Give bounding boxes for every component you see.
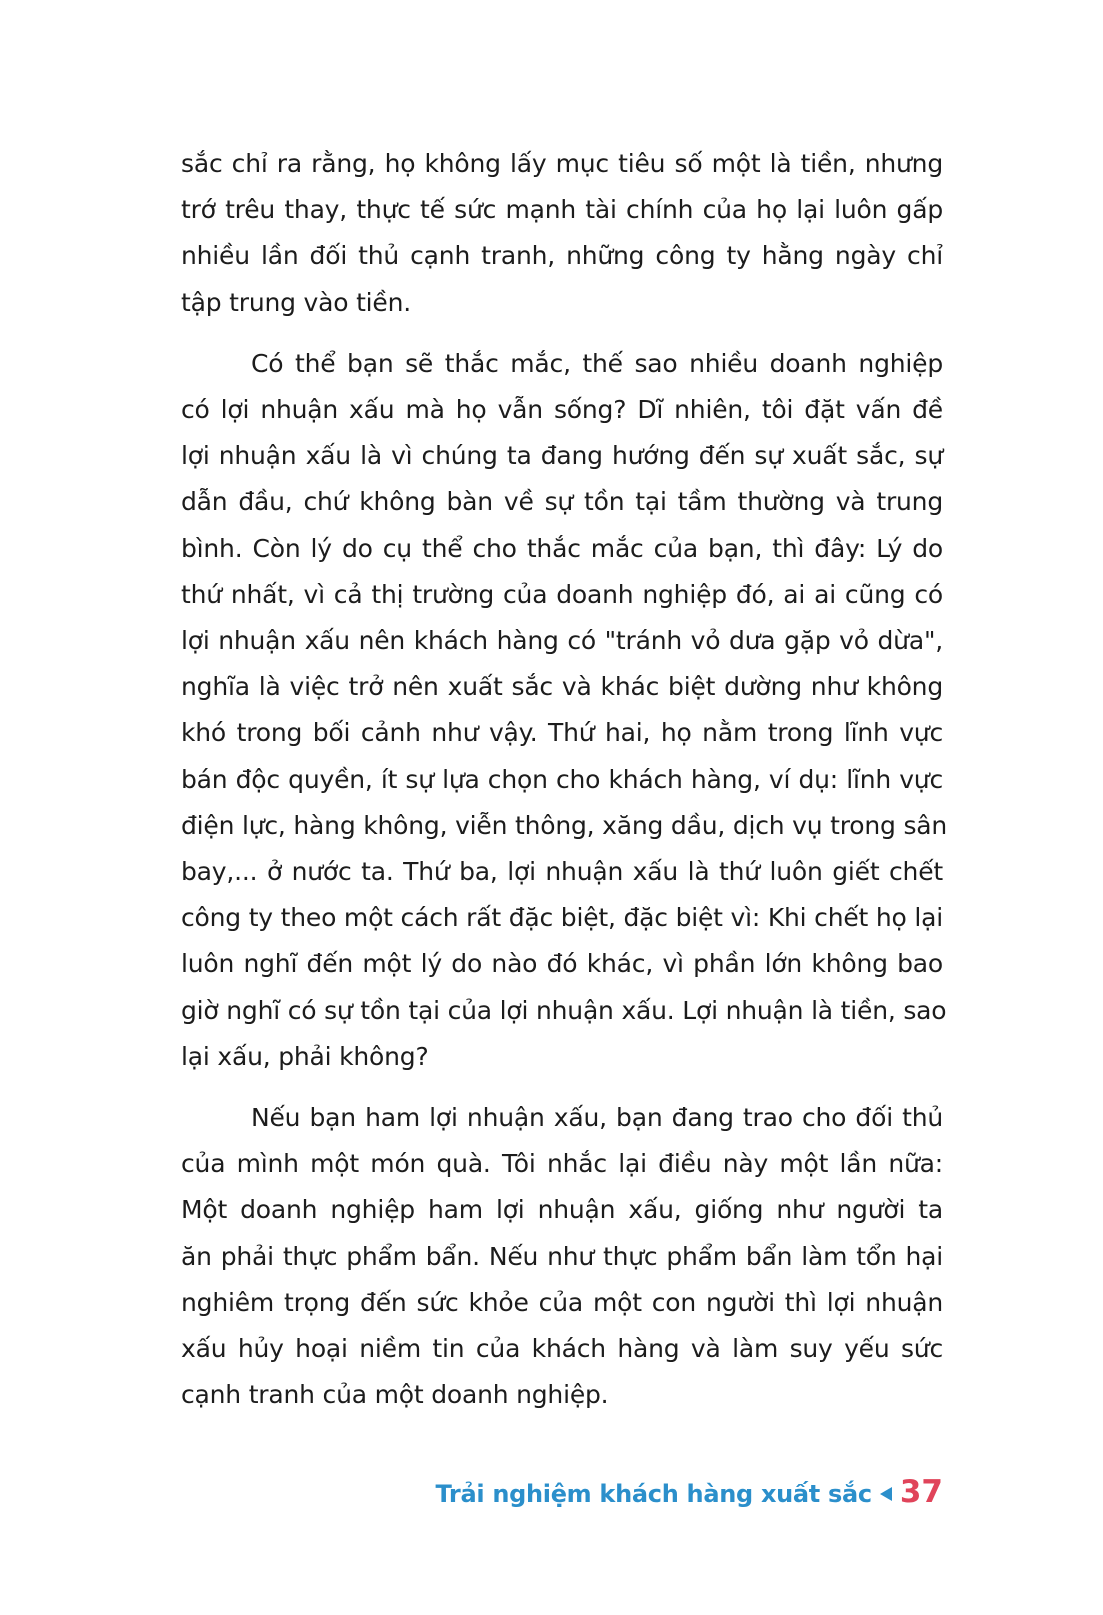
paragraph-3	[181, 1095, 943, 1418]
text-line: bán độc quyền, ít sự lựa chọn cho khách hàng, ví dụ: lĩnh vực	[181, 764, 943, 794]
text-line: lợi nhuận xấu là vì chúng ta đang hướng đến sự xuất sắc, sự	[181, 441, 943, 471]
text-line: Nếu bạn ham lợi nhuận xấu, bạn đang trao cho đối thủ	[251, 1103, 943, 1133]
left-triangle-icon	[880, 1487, 892, 1501]
text-line: nhiều lần đối thủ cạnh tranh, những công ty hằng ngày chỉ	[181, 241, 943, 271]
text-line: luôn nghĩ đến một lý do nào đó khác, vì phần lớn không bao	[181, 949, 943, 979]
text-line: Một doanh nghiệp ham lợi nhuận xấu, giống như người ta	[181, 1195, 943, 1225]
page-footer	[435, 1474, 943, 1510]
text-line: trớ trêu thay, thực tế sức mạnh tài chính của họ lại luôn gấp	[181, 195, 943, 225]
text-line: khó trong bối cảnh như vậy. Thứ hai, họ nằm trong lĩnh vực	[181, 718, 943, 748]
text-line: thứ nhất, vì cả thị trường của doanh nghiệp đó, ai ai cũng có	[181, 579, 943, 609]
paragraph-1	[181, 141, 943, 326]
text-line: cạnh tranh của một doanh nghiệp.	[181, 1380, 609, 1410]
paragraph-2	[181, 341, 948, 1080]
page-body	[181, 141, 948, 1433]
text-line: có lợi nhuận xấu mà họ vẫn sống? Dĩ nhiên, tôi đặt vấn đề	[181, 395, 943, 425]
text-line: giờ nghĩ có sự tồn tại của lợi nhuận xấu. Lợi nhuận là tiền, sao	[181, 995, 947, 1025]
text-line: dẫn đầu, chứ không bàn về sự tồn tại tầm thường và trung	[181, 487, 943, 517]
text-line: xấu hủy hoại niềm tin của khách hàng và làm suy yếu sức	[181, 1334, 943, 1364]
text-line: lại xấu, phải không?	[181, 1041, 429, 1071]
text-line: công ty theo một cách rất đặc biệt, đặc biệt vì: Khi chết họ lại	[181, 903, 943, 933]
text-line: lợi nhuận xấu nên khách hàng có "tránh vỏ dưa gặp vỏ dừa",	[181, 626, 943, 656]
running-book-title: Trải nghiệm khách hàng xuất sắc	[435, 1480, 872, 1508]
text-line: sắc chỉ ra rằng, họ không lấy mục tiêu số một là tiền, nhưng	[181, 149, 943, 178]
text-line: tập trung vào tiền.	[181, 287, 412, 317]
text-line: nghĩa là việc trở nên xuất sắc và khác biệt dường như không	[181, 672, 943, 702]
text-line: nghiêm trọng đến sức khỏe của một con người thì lợi nhuận	[181, 1287, 943, 1317]
text-line: điện lực, hàng không, viễn thông, xăng dầu, dịch vụ trong sân	[181, 810, 948, 840]
text-line: ăn phải thực phẩm bẩn. Nếu như thực phẩm bẩn làm tổn hại	[181, 1241, 943, 1271]
page-number: 37	[899, 1474, 943, 1510]
text-line: bình. Còn lý do cụ thể cho thắc mắc của bạn, thì đây: Lý do	[181, 533, 943, 563]
text-line: bay,... ở nước ta. Thứ ba, lợi nhuận xấu là thứ luôn giết chết	[181, 857, 943, 887]
text-line: của mình một món quà. Tôi nhắc lại điều này một lần nữa:	[181, 1149, 943, 1179]
text-line: Có thể bạn sẽ thắc mắc, thế sao nhiều doanh nghiệp	[251, 348, 943, 378]
